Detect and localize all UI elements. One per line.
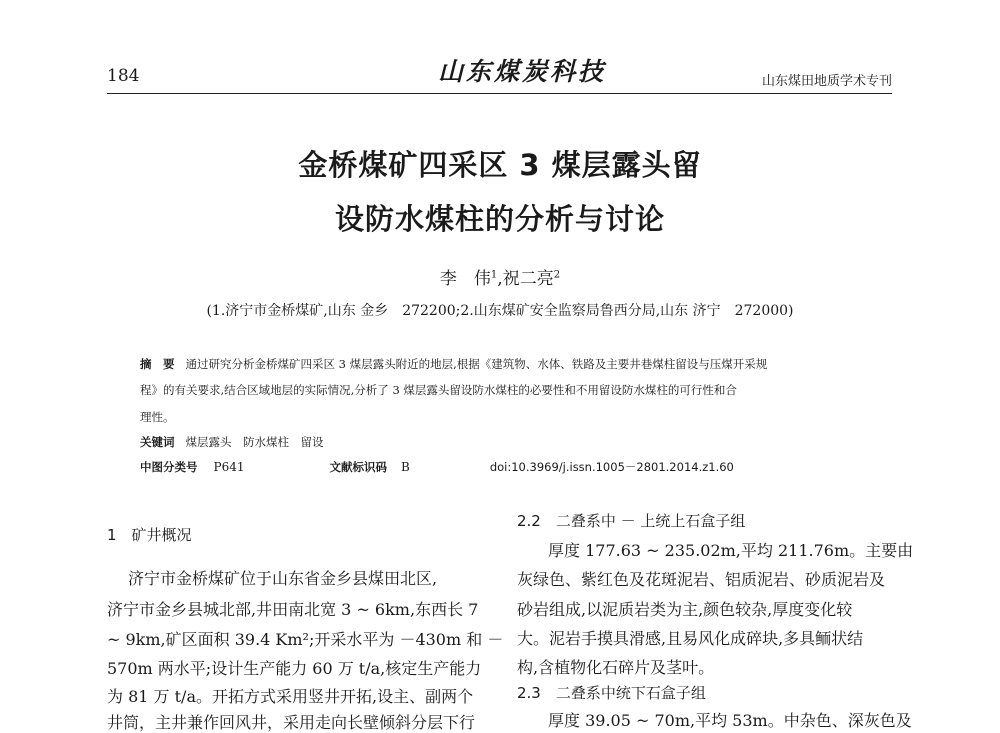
body-line: 大。泥岩手摸具滑感,且易风化成碎块,多具鲕状结 — [517, 629, 864, 648]
keywords-value: 煤层露头 防水煤柱 留设 — [185, 435, 324, 449]
title-line-2: 设防水煤柱的分析与讨论 — [334, 202, 665, 236]
section-heading-2-2: 2.2 二叠系中 － 上统上石盒子组 — [517, 512, 746, 530]
section-heading-2-3: 2.3 二叠系中统下石盒子组 — [517, 684, 706, 702]
author-separator: , — [497, 269, 503, 289]
affiliations: (1.济宁市金桥煤矿,山东 金乡 272200;2.山东煤矿安全监察局鲁西分局,山东 济宁 272000) — [206, 303, 794, 319]
body-line: 为 81 万 t/a。开拓方式采用竖井开拓,设主、副两个 — [107, 687, 474, 706]
journal-section: 山东煤田地质学术专刊 — [761, 74, 892, 89]
body-line: 灰绿色、紫红色及花斑泥岩、铝质泥岩、砂质泥岩及 — [517, 570, 886, 589]
body-line: 厚度 177.63 ~ 235.02m,平均 211.76m。主要由 — [548, 541, 914, 560]
authors — [0, 264, 1000, 289]
section-heading-1: 1 矿井概况 — [107, 526, 192, 544]
doc-code-label: 文献标识码 — [329, 460, 387, 474]
journal-logo: 山东煤炭科技 — [438, 57, 607, 86]
body-line: ~ 9km,矿区面积 39.4 Km²;开采水平为 －430m 和 － — [107, 630, 504, 649]
body-line: 构,含植物化石碎片及茎叶。 — [517, 658, 715, 677]
body-line: 济宁市金桥煤矿位于山东省金乡县煤田北区, — [128, 569, 438, 588]
classification-line — [140, 459, 892, 475]
page-number: 184 — [107, 66, 140, 86]
header-rule — [107, 93, 892, 94]
keywords-line — [140, 434, 892, 450]
body-line: 济宁市金乡县城北部,井田南北宽 3 ~ 6km,东西长 7 — [107, 600, 479, 619]
body-line: 厚度 39.05 ~ 70m,平均 53m。中杂色、深灰色及 — [548, 711, 912, 730]
doc-code-value: B — [400, 460, 410, 474]
abstract-line-1 — [140, 356, 892, 372]
author-1-affil-mark: 1 — [490, 269, 498, 281]
clc-label: 中图分类号 — [140, 460, 198, 474]
doi: doi:10.3969/j.issn.1005－2801.2014.z1.60 — [489, 460, 734, 474]
abstract-text-1: 通过研究分析金桥煤矿四采区 3 煤层露头附近的地层,根据《建筑物、水体、铁路及主要井巷煤柱留设与压煤开采规 — [185, 357, 768, 371]
abstract-line-2: 程》的有关要求,结合区域地层的实际情况,分析了 3 煤层露头留设防水煤柱的必要性和不用留设防水煤柱的可行性和合 — [140, 383, 737, 397]
keywords-label: 关键词 — [140, 435, 175, 449]
author-2-affil-mark: 2 — [553, 269, 561, 281]
body-line: 砂岩组成,以泥质岩类为主,颜色较杂,厚度变化较 — [517, 600, 853, 619]
clc-value: P641 — [213, 460, 245, 474]
body-line: 井筒，主井兼作回风井，采用走向长壁倾斜分层下行 — [107, 713, 476, 732]
author-1: 李 伟 — [439, 269, 491, 289]
title-line-1: 金桥煤矿四采区 3 煤层露头留 — [298, 148, 702, 182]
abstract-label: 摘 要 — [140, 357, 175, 371]
author-2: 祝二亮 — [502, 269, 554, 289]
abstract-line-3: 理性。 — [140, 410, 175, 424]
body-line: 570m 两水平;设计生产能力 60 万 t/a,核定生产能力 — [107, 659, 482, 678]
